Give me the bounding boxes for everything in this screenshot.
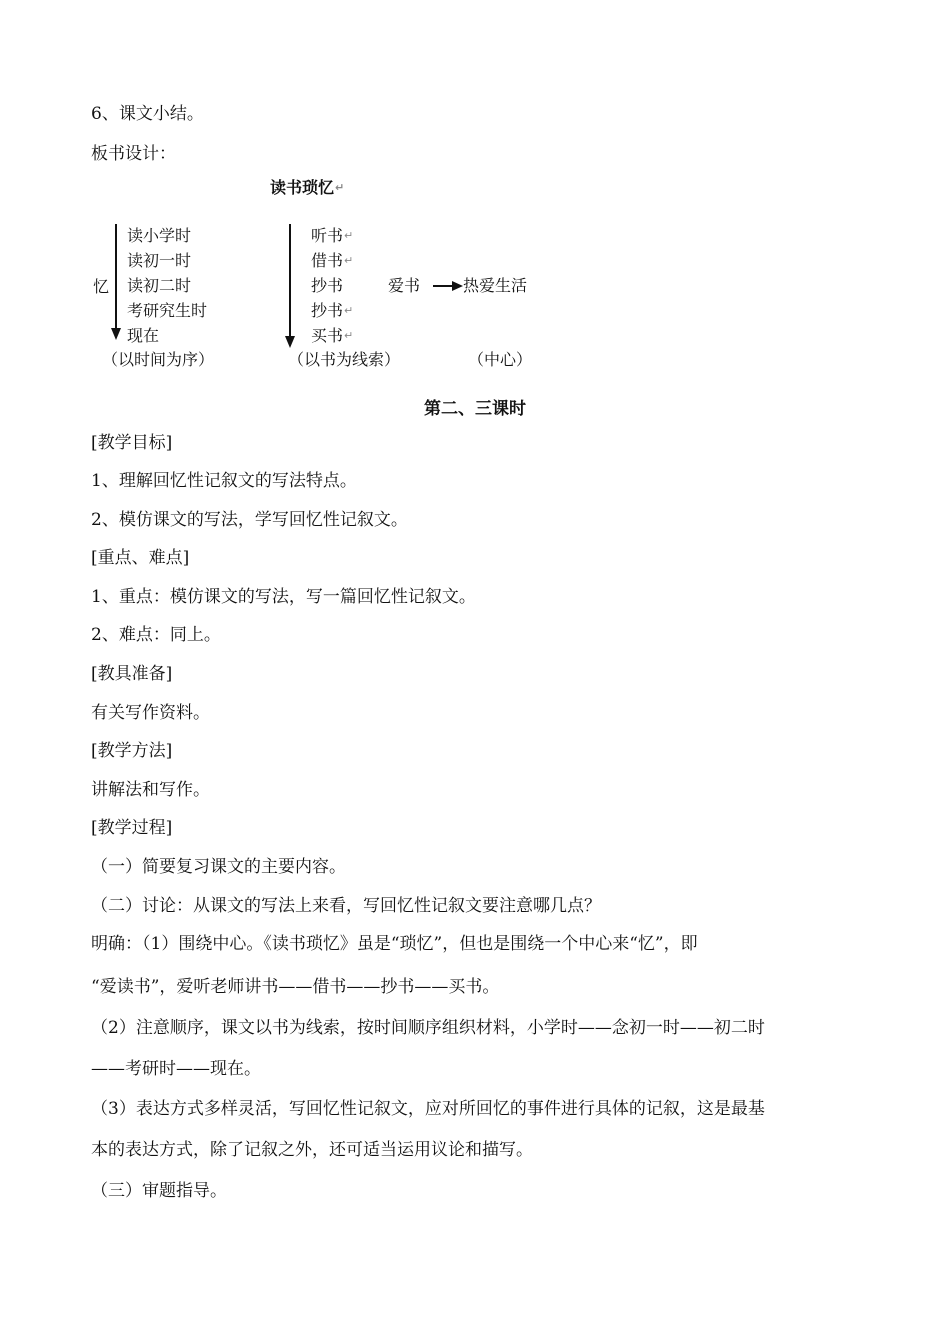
body-line: 本的表达方式，除了记叙之外，还可适当运用议论和描写。 bbox=[91, 1140, 533, 1160]
body-line: 有关写作资料。 bbox=[91, 703, 210, 723]
book-item: 抄书 bbox=[311, 276, 344, 295]
body-line: （三）审题指导。 bbox=[91, 1181, 227, 1201]
body-line: ——考研时——现在。 bbox=[91, 1059, 261, 1079]
body-line: （一）简要复习课文的主要内容。 bbox=[91, 857, 346, 877]
section-label: [教学方法] bbox=[91, 741, 173, 761]
time-order-arrow bbox=[108, 222, 124, 344]
book-caption: （以书为线索） bbox=[288, 350, 401, 369]
body-line: 讲解法和写作。 bbox=[91, 780, 210, 800]
body-line: “爱读书”，爱听老师讲书——借书——抄书——买书。 bbox=[91, 977, 500, 997]
body-line: （2）注意顺序，课文以书为线索，按时间顺序组织材料，小学时——念初一时——初二时 bbox=[91, 1018, 765, 1038]
body-line: 明确：（1）围绕中心。《读书琐忆》虽是“琐忆”，但也是围绕一个中心来“忆”，即 bbox=[91, 934, 698, 954]
love-life-label: 热爱生活 bbox=[463, 276, 528, 295]
section-label: [教具准备] bbox=[91, 664, 173, 684]
center-caption: （中心） bbox=[468, 350, 533, 369]
time-item: 现在 bbox=[127, 326, 160, 345]
time-item: 读初一时 bbox=[127, 251, 192, 270]
body-line: 2、难点：同上。 bbox=[91, 625, 221, 645]
section-label: [教学过程] bbox=[91, 818, 173, 838]
board-design-label: 板书设计： bbox=[91, 144, 176, 164]
body-line: 1、理解回忆性记叙文的写法特点。 bbox=[91, 471, 357, 491]
body-line: （3）表达方式多样灵活，写回忆性记叙文，应对所回忆的事件进行具体的记叙，这是最基 bbox=[91, 1099, 765, 1119]
body-line: （二）讨论：从课文的写法上来看，写回忆性记叙文要注意哪几点？ bbox=[91, 896, 601, 916]
right-arrow bbox=[432, 279, 464, 293]
time-item: 读小学时 bbox=[127, 226, 192, 245]
summary-line: 6、课文小结。 bbox=[91, 104, 204, 124]
board-diagram bbox=[0, 0, 950, 380]
time-caption: （以时间为序） bbox=[102, 350, 215, 369]
section-label: [重点、难点] bbox=[91, 548, 190, 568]
time-item: 考研究生时 bbox=[127, 301, 208, 320]
body-line: 1、重点：模仿课文的写法，写一篇回忆性记叙文。 bbox=[91, 587, 476, 607]
book-item: 抄书↵ bbox=[311, 301, 354, 320]
memory-label: 忆 bbox=[93, 277, 110, 296]
book-clue-arrow bbox=[282, 222, 298, 352]
book-item: 借书↵ bbox=[311, 251, 354, 270]
body-line: 2、模仿课文的写法，学写回忆性记叙文。 bbox=[91, 510, 408, 530]
love-books-label: 爱书 bbox=[388, 276, 421, 295]
book-item: 买书↵ bbox=[311, 326, 354, 345]
time-item: 读初二时 bbox=[127, 276, 192, 295]
board-title: 读书琐忆↵ bbox=[270, 178, 345, 197]
section-title: 第二、三课时 bbox=[424, 399, 526, 419]
section-label: [教学目标] bbox=[91, 433, 173, 453]
book-item: 听书↵ bbox=[311, 226, 354, 245]
